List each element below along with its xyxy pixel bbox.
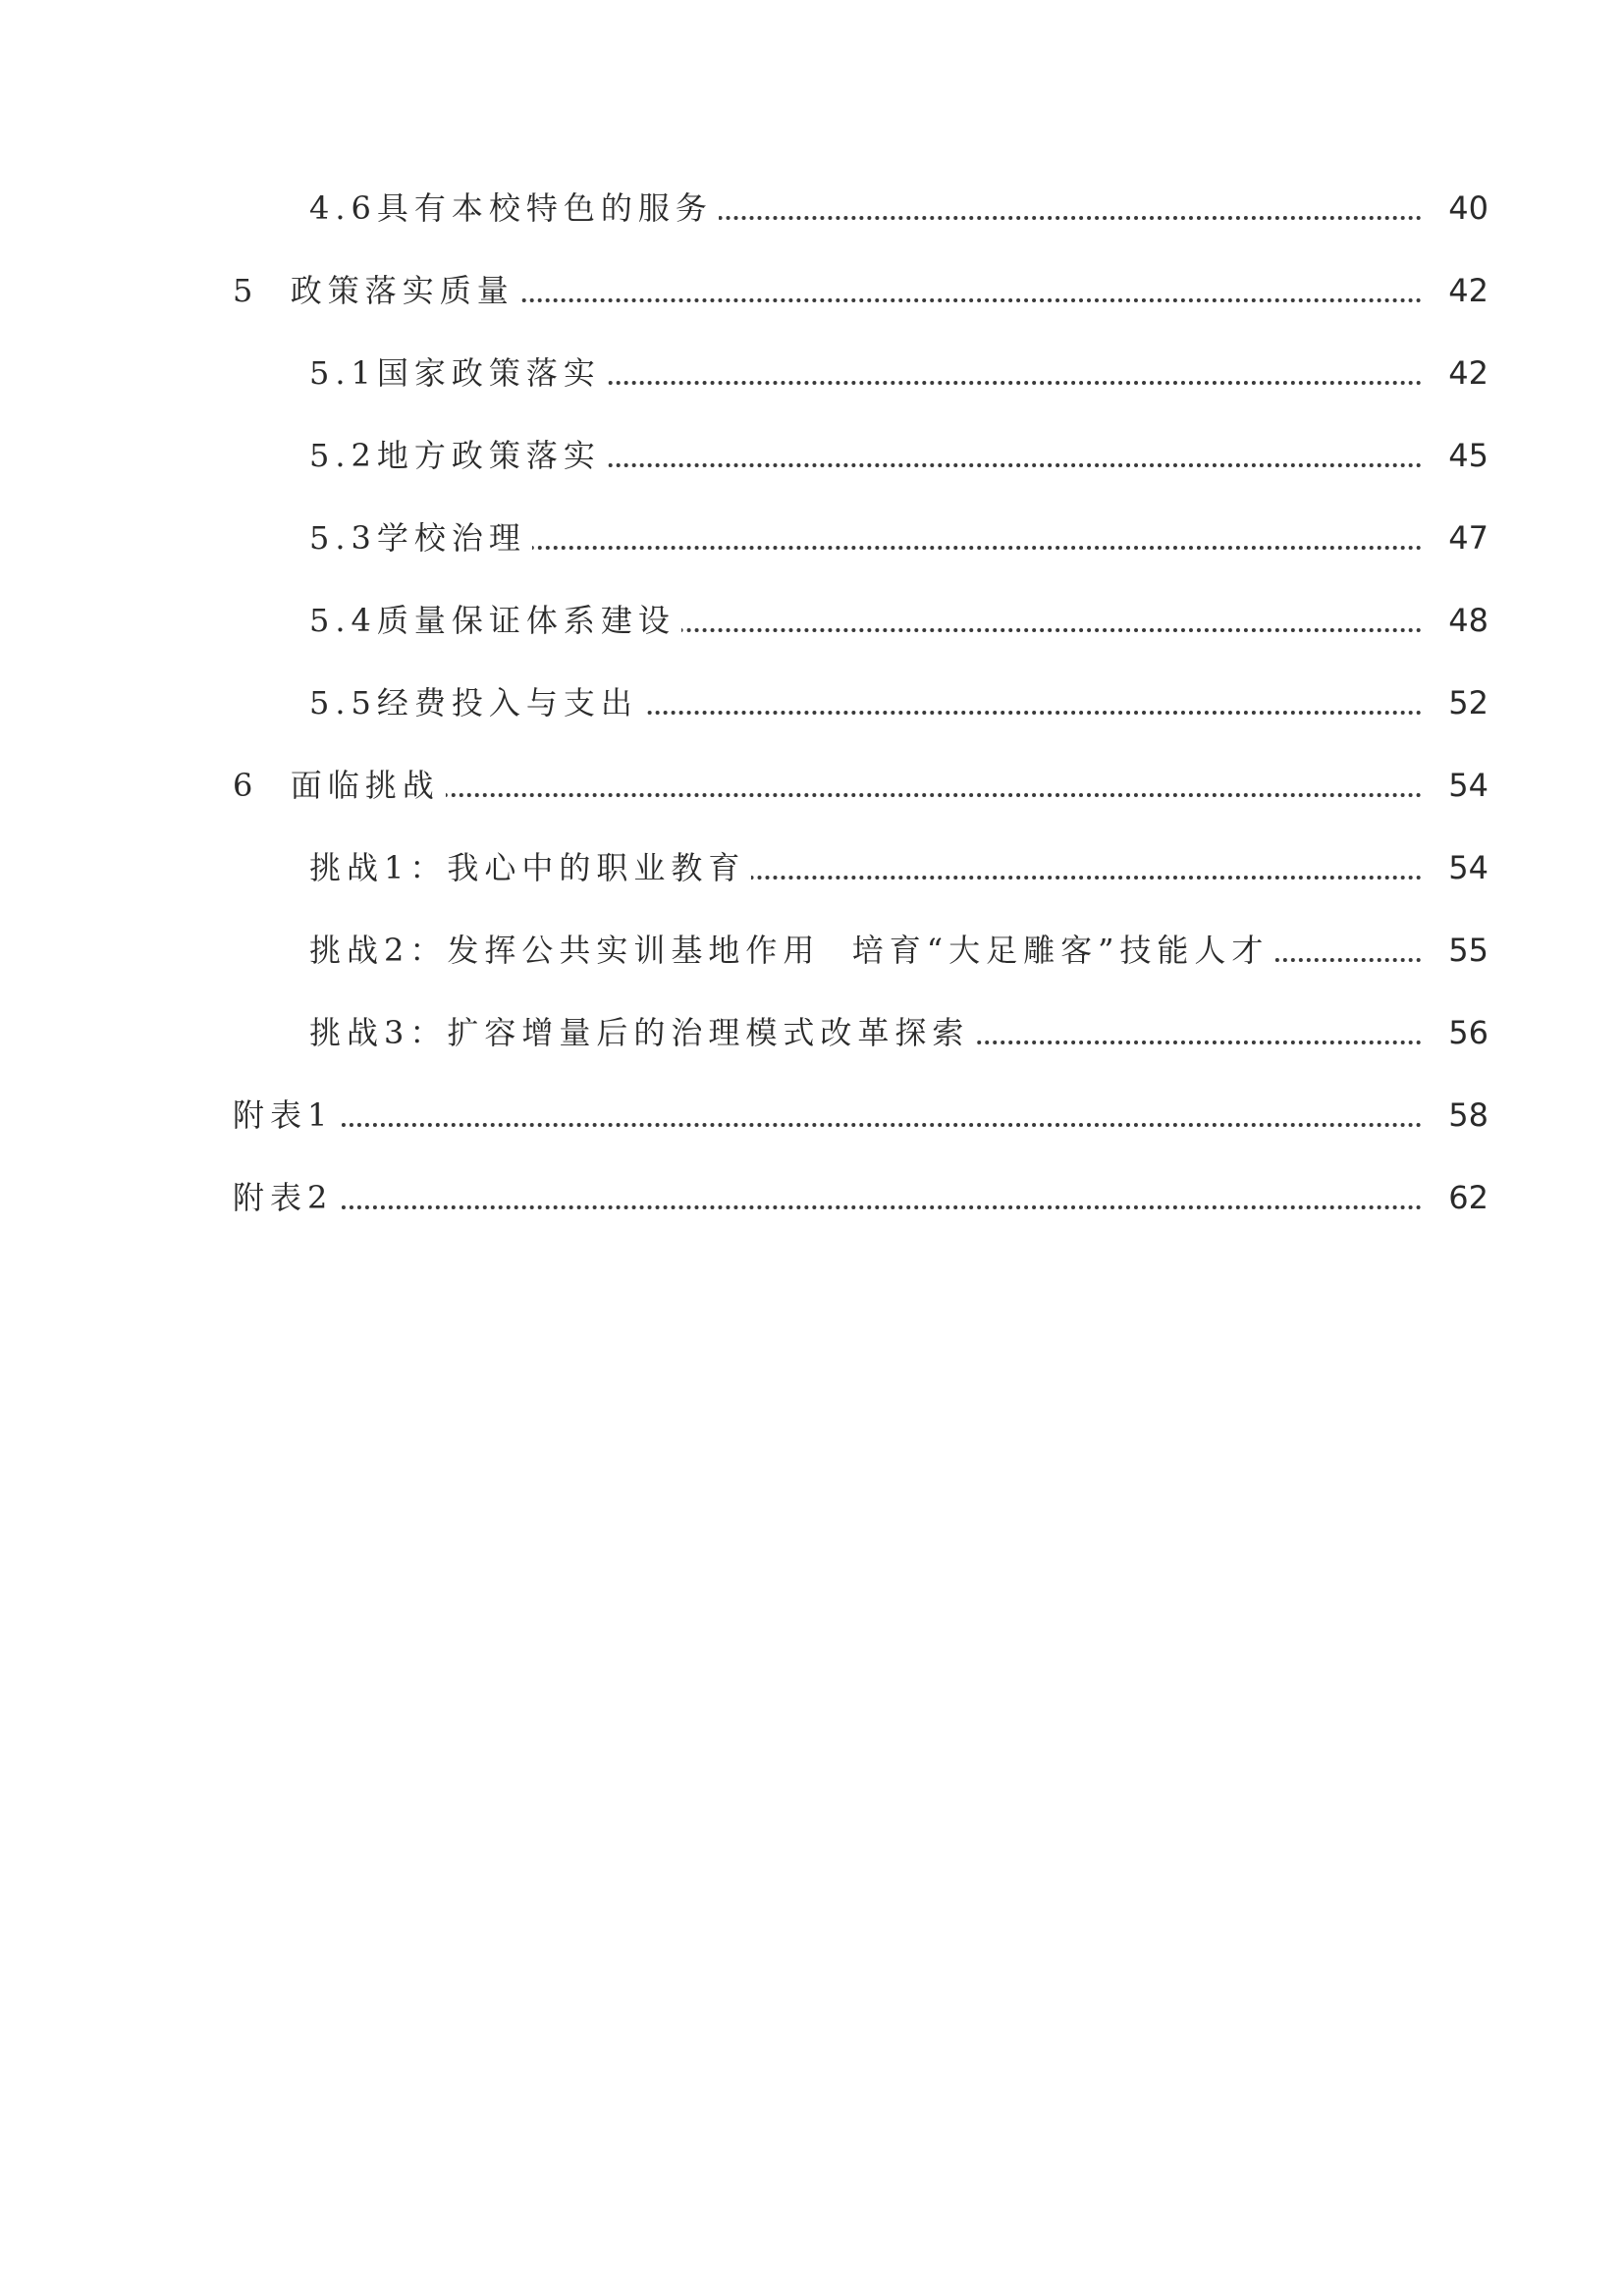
toc-entry-page: 58 — [1424, 1086, 1489, 1145]
toc-entry-page: 52 — [1424, 673, 1489, 732]
toc-entry[interactable] — [0, 508, 1624, 567]
toc-entry-title: 4.6具有本校特色的服务 — [309, 179, 719, 238]
toc-dot-leader — [295, 1205, 1477, 1209]
toc-entry-page: 42 — [1424, 344, 1489, 402]
toc-entry[interactable] — [0, 426, 1624, 485]
toc-entry-title: 挑战2：发挥公共实训基地作用 培育“大足雕客”技能人才 — [309, 921, 1274, 980]
toc-entry-page: 42 — [1424, 261, 1489, 320]
toc-entry-title: 5.2地方政策落实 — [309, 426, 607, 485]
toc-entry-page: 62 — [1424, 1168, 1489, 1227]
toc-dot-leader — [295, 1123, 1477, 1127]
toc-entry-title: 附表1 — [233, 1086, 339, 1145]
toc-entry-title: 挑战1：我心中的职业教育 — [309, 838, 751, 897]
toc-entry[interactable] — [0, 261, 1624, 320]
toc-entry[interactable] — [0, 1003, 1624, 1062]
toc-dot-leader — [295, 793, 1477, 797]
toc-entry[interactable] — [0, 591, 1624, 650]
toc-entry-title: 挑战3：扩容增量后的治理模式改革探索 — [309, 1003, 975, 1062]
toc-entry-title: 附表2 — [233, 1168, 339, 1227]
toc-entry[interactable] — [0, 344, 1624, 402]
toc-dot-leader — [373, 546, 1477, 550]
toc-entry[interactable] — [0, 1168, 1624, 1227]
toc-entry-page: 54 — [1424, 756, 1489, 815]
toc-entry-title: 5 政策落实质量 — [233, 261, 520, 320]
toc-entry-page: 54 — [1424, 838, 1489, 897]
toc-entry[interactable] — [0, 838, 1624, 897]
toc-entry[interactable] — [0, 1086, 1624, 1145]
toc-entry-title: 5.4质量保证体系建设 — [309, 591, 681, 650]
toc-entry-page: 56 — [1424, 1003, 1489, 1062]
toc-entry[interactable] — [0, 756, 1624, 815]
toc-entry[interactable] — [0, 921, 1624, 980]
toc-entry-page: 48 — [1424, 591, 1489, 650]
toc-entry-title: 6 面临挑战 — [233, 756, 446, 815]
toc-entry-title: 5.5经费投入与支出 — [309, 673, 644, 732]
toc-entry[interactable] — [0, 673, 1624, 732]
toc-entry-page: 55 — [1424, 921, 1489, 980]
toc-entry-title: 5.3学校治理 — [309, 508, 532, 567]
toc-entry-page: 40 — [1424, 179, 1489, 238]
toc-entry-page: 45 — [1424, 426, 1489, 485]
toc-entry-page: 47 — [1424, 508, 1489, 567]
toc-entry[interactable] — [0, 179, 1624, 238]
toc-entry-title: 5.1国家政策落实 — [309, 344, 607, 402]
